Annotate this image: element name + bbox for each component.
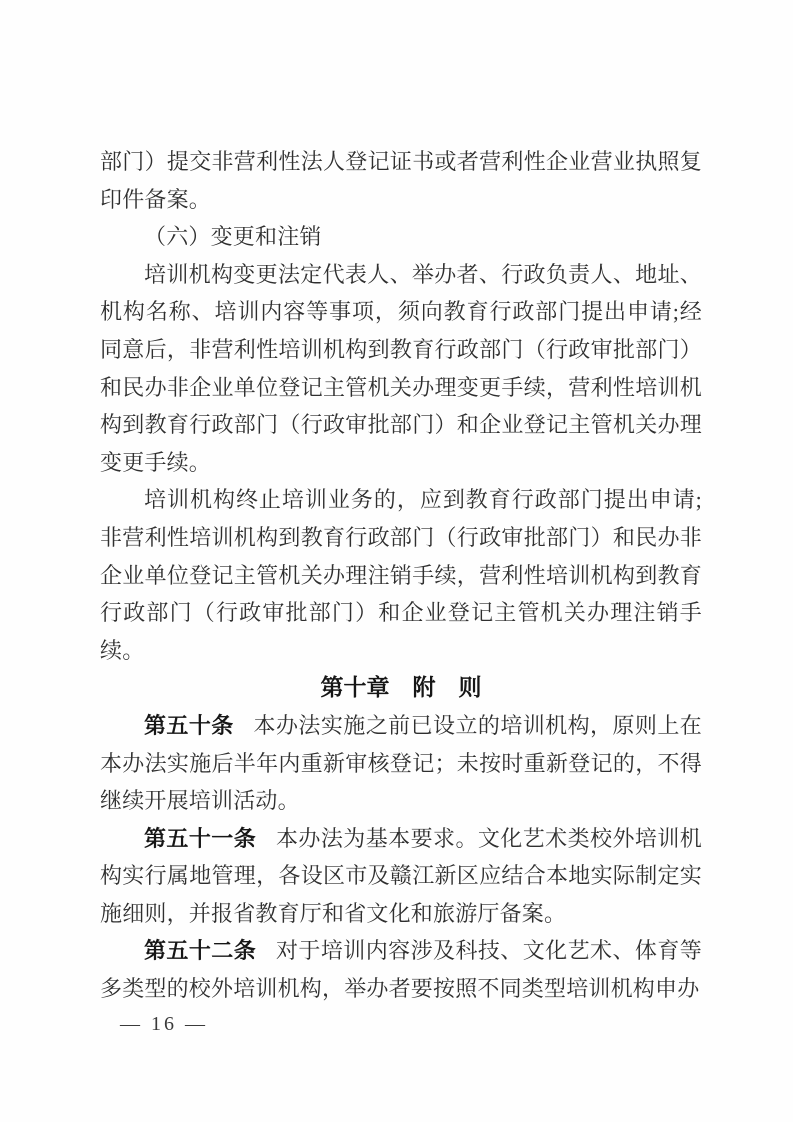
article-paragraph: 第五十二条 对于培训内容涉及科技、文化艺术、体育等多类型的校外培训机构，举办者要按照不同类型培训机构申办 (100, 938, 702, 1002)
paragraph: 培训机构终止培训业务的，应到教育行政部门提出申请;非营利性培训机构到教育行政部门（行政审批部门）和民办非企业单位登记主管机关办理注销手续，营利性培训机构到教育行政部门（行政审批部门）和企业登记主管机关办理注销手续。 (100, 487, 702, 663)
article-number: 第五十二条 (144, 938, 257, 964)
document-body (100, 143, 702, 1008)
article-paragraph: 第五十条 本办法实施之前已设立的培训机构，原则上在本办法实施后半年内重新审核登记；未按时重新登记的，不得继续开展培训活动。 (100, 712, 702, 814)
article-paragraph: 第五十一条 本办法为基本要求。文化艺术类校外培训机构实行属地管理，各设区市及赣江新区应结合本地实际制定实施细则，并报省教育厅和省文化和旅游厅备案。 (100, 825, 702, 926)
paragraph: （六）变更和注销 (144, 224, 322, 250)
chapter-heading: 第十章 附 则 (320, 674, 482, 701)
paragraph: 培训机构变更法定代表人、举办者、行政负责人、地址、机构名称、培训内容等事项，须向教育行政部门提出申请;经同意后，非营利性培训机构到教育行政部门（行政审批部门）和民办非企业单位登记主管机关办理变更手续，营利性培训机构到教育行政部门（行政审批部门）和企业登记主管机关办理变更手续。 (100, 261, 702, 475)
paragraph: 部门）提交非营利性法人登记证书或者营利性企业营业执照复印件备案。 (100, 149, 702, 212)
page-number: — 16 — (120, 1013, 208, 1035)
page-footer (120, 1008, 208, 1040)
article-number: 第五十条 (144, 712, 234, 738)
article-number: 第五十一条 (144, 825, 257, 851)
